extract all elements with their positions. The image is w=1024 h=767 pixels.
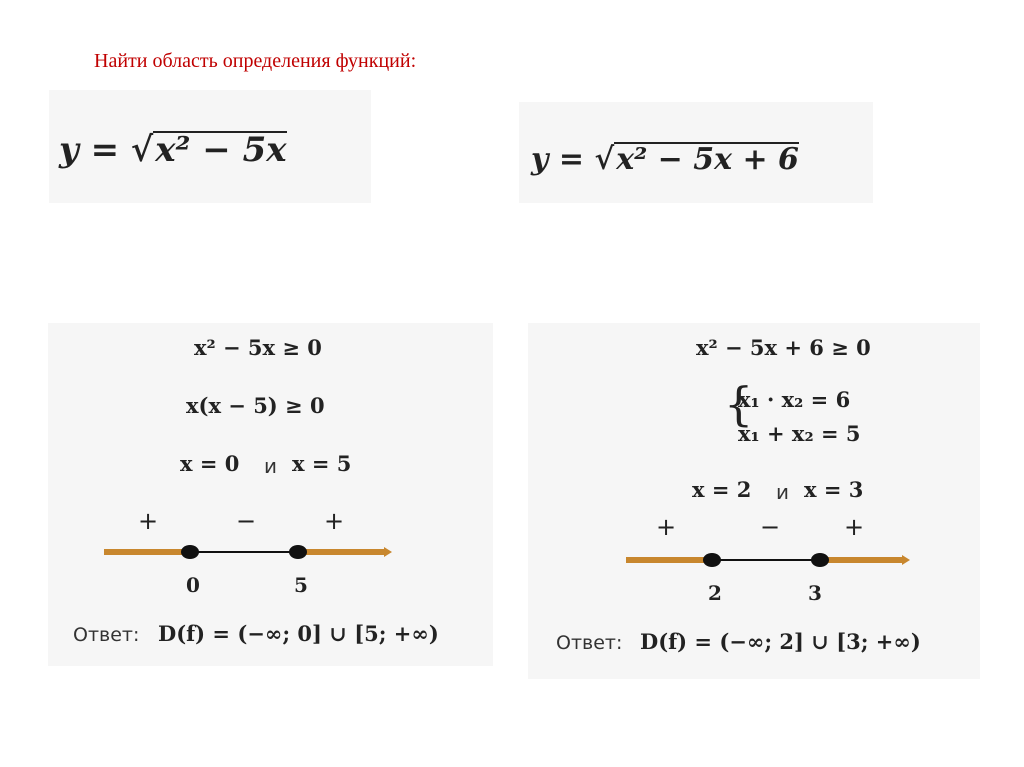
function-formula-right [531,142,799,177]
function-radicand: x² − 5x [155,130,287,170]
inequality-step: x² − 5x + 6 ≥ 0 [696,335,871,360]
point-label-2: 2 [708,581,722,605]
roots-and: и [264,454,277,478]
inequality-step-1: x² − 5x ≥ 0 [194,335,322,360]
point-label-3: 3 [808,581,822,605]
sign-left: + [138,507,159,535]
point-5 [289,545,307,559]
sign-right: + [324,507,345,535]
task-title: Найти область определения функций: [94,50,417,72]
answer-word: Ответ: [556,632,623,654]
root-b: x = 3 [804,477,864,502]
function-prefix: y = √ [531,142,615,177]
solution-panel-left [48,323,493,666]
function-card-right [519,102,873,203]
number-line-left [48,323,493,583]
roots-and: и [776,480,789,504]
point-label-5: 5 [294,573,308,597]
root-b: x = 5 [292,451,352,476]
number-line-right [528,323,980,583]
point-3 [811,553,829,567]
system-brace: { [724,377,754,431]
axis-arrow [902,555,910,565]
root-a: x = 2 [692,477,752,502]
point-2 [703,553,721,567]
function-prefix: y = √ [59,130,154,170]
point-label-0: 0 [186,573,200,597]
function-card-left [49,90,371,203]
sign-middle: − [236,507,257,535]
root-a: x = 0 [180,451,240,476]
sign-middle: − [760,513,781,541]
answer-formula: D(f) = (−∞; 2] ∪ [3; +∞) [640,629,921,654]
function-radicand: x² − 5x + 6 [616,142,799,177]
answer-formula: D(f) = (−∞; 0] ∪ [5; +∞) [158,621,439,646]
sign-right: + [844,513,865,541]
axis-arrow [384,547,392,557]
sign-left: + [656,513,677,541]
function-formula-left [59,130,287,170]
inequality-step-2: x(x − 5) ≥ 0 [186,393,325,418]
solution-panel-right [528,323,980,679]
answer-word: Ответ: [73,624,140,646]
system-equation-2: x₁ + x₂ = 5 [738,421,861,446]
system-equation-1: x₁ · x₂ = 6 [738,387,851,412]
point-0 [181,545,199,559]
